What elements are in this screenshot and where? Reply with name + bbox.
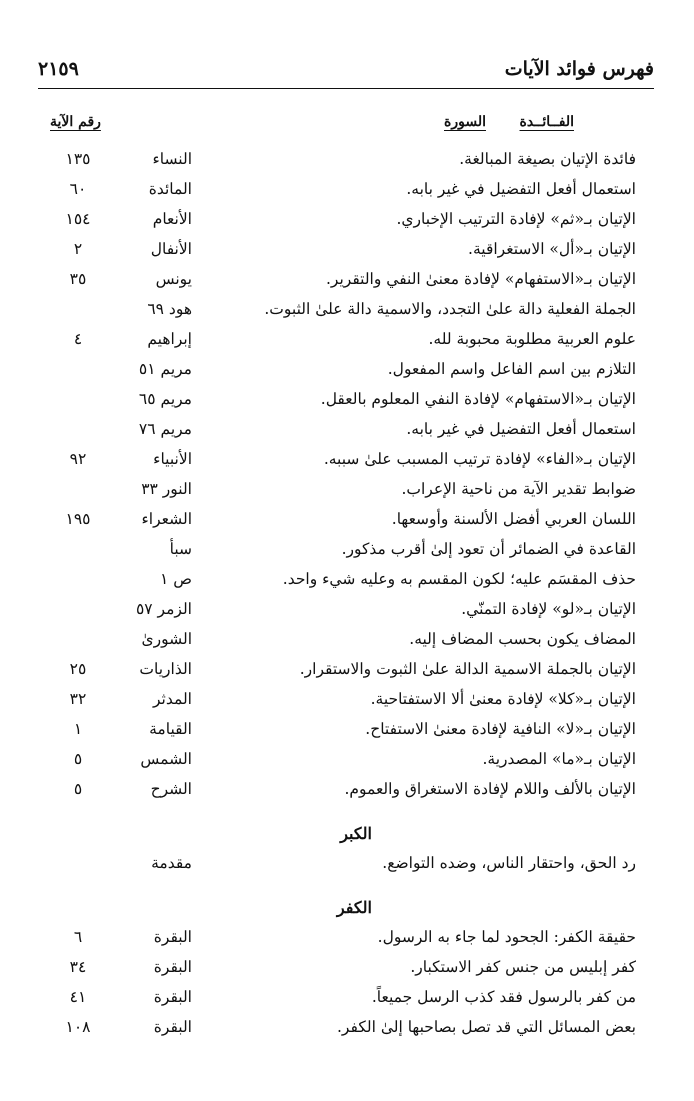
- surah-name: البقرة: [153, 988, 192, 1006]
- benefit-text: استعمال أفعل التفضيل في غير بابه.: [406, 420, 636, 438]
- surah-name: يونس: [155, 270, 192, 288]
- index-row: [0, 776, 694, 806]
- ayah-number: ٣٤: [69, 958, 87, 976]
- surah-name: الشمس: [140, 750, 192, 768]
- ayah-number: ١٩٥: [65, 510, 91, 528]
- index-row: [0, 924, 694, 954]
- running-title: فهرس فوائد الآيات: [504, 58, 654, 80]
- ayah-number: ١٣٥: [65, 150, 91, 168]
- index-row: [0, 506, 694, 536]
- index-row: [0, 850, 694, 880]
- index-row: [0, 656, 694, 686]
- ayah-number: ٣٢: [69, 690, 87, 708]
- ayah-number: ٦: [73, 928, 83, 946]
- index-row: [0, 356, 694, 386]
- benefit-text: الإتيان بـ«الاستفهام» لإفادة النفي المعلوم بالعقل.: [320, 390, 636, 408]
- surah-name: الأنفال: [150, 240, 192, 258]
- benefit-text: كفر إبليس من جنس كفر الاستكبار.: [410, 958, 636, 976]
- surah-name: القيامة: [149, 720, 192, 738]
- surah-name: الشرح: [150, 780, 192, 798]
- benefit-text: الإتيان بـ«أل» الاستغراقية.: [468, 240, 636, 258]
- surah-name: ص ١: [160, 570, 192, 588]
- benefit-text: رد الحق، واحتقار الناس، وضده التواضع.: [382, 854, 636, 872]
- surah-name: البقرة: [153, 928, 192, 946]
- surah-name: سبأ: [169, 540, 192, 558]
- index-row: [0, 446, 694, 476]
- ayah-number: ٩٢: [69, 450, 87, 468]
- section-spacer: [0, 880, 694, 892]
- benefit-text: القاعدة في الضمائر أن تعود إلىٰ أقرب مذكور.: [341, 540, 636, 558]
- index-row: [0, 476, 694, 506]
- benefit-text: المضاف يكون بحسب المضاف إليه.: [409, 630, 636, 648]
- section-title: [0, 892, 694, 924]
- benefit-text: فائدة الإتيان بصيغة المبالغة.: [459, 150, 636, 168]
- benefit-text: الإتيان بـ«الاستفهام» لإفادة معنىٰ النفي والتقرير.: [325, 270, 636, 288]
- surah-name: النور ٣٣: [141, 480, 192, 498]
- surah-name: مقدمة: [151, 854, 192, 872]
- index-row: [0, 326, 694, 356]
- benefit-text: ضوابط تقدير الآية من ناحية الإعراب.: [401, 480, 636, 498]
- benefit-text: الإتيان بـ«ثم» لإفادة الترتيب الإخباري.: [396, 210, 636, 228]
- column-header-surah: السورة: [444, 114, 486, 130]
- index-row: [0, 536, 694, 566]
- ayah-number: ١٠٨: [65, 1018, 91, 1036]
- section-title: [0, 818, 694, 850]
- index-row: [0, 146, 694, 176]
- column-header-benefit: الفــائــدة: [519, 114, 574, 130]
- ayah-number: ١٥٤: [65, 210, 91, 228]
- ayah-number: ٤: [73, 330, 83, 348]
- surah-name: مريم ٦٥: [138, 390, 192, 408]
- surah-name: الزمر ٥٧: [135, 600, 192, 618]
- benefit-text: علوم العربية مطلوبة محبوبة لله.: [428, 330, 636, 348]
- index-row: [0, 984, 694, 1014]
- benefit-text: الإتيان بالجملة الاسمية الدالة علىٰ الثبوت والاستقرار.: [299, 660, 636, 678]
- ayah-number: ٢: [73, 240, 83, 258]
- index-row: [0, 596, 694, 626]
- benefit-text: اللسان العربي أفضل الألسنة وأوسعها.: [391, 510, 636, 528]
- surah-name: مريم ٧٦: [138, 420, 192, 438]
- page-number: ٢١٥٩: [38, 58, 79, 80]
- surah-name: هود ٦٩: [147, 300, 192, 318]
- benefit-text: من كفر بالرسول فقد كذب الرسل جميعاً.: [371, 988, 636, 1006]
- surah-name: المائدة: [148, 180, 192, 198]
- benefit-text: حقيقة الكفر: الجحود لما جاء به الرسول.: [377, 928, 636, 946]
- surah-name: المدثر: [153, 690, 192, 708]
- benefit-text: التلازم بين اسم الفاعل واسم المفعول.: [387, 360, 636, 378]
- surah-name: الذاريات: [139, 660, 192, 678]
- column-header-ayah: رقم الآية: [50, 114, 101, 130]
- section-title-text: الكبر: [340, 824, 372, 843]
- surah-name: النساء: [152, 150, 192, 168]
- ayah-number: ٥: [73, 780, 83, 798]
- ayah-number: ٤١: [69, 988, 87, 1006]
- index-row: [0, 746, 694, 776]
- index-row: [0, 266, 694, 296]
- benefit-text: بعض المسائل التي قد تصل بصاحبها إلىٰ الكفر.: [337, 1018, 636, 1036]
- surah-name: البقرة: [153, 958, 192, 976]
- benefit-text: الإتيان بـ«لو» لإفادة التمنّي.: [461, 600, 636, 618]
- ayah-number: ٣٥: [69, 270, 87, 288]
- ayah-number: ٥: [73, 750, 83, 768]
- index-row: [0, 236, 694, 266]
- index-row: [0, 1014, 694, 1044]
- surah-name: مريم ٥١: [138, 360, 192, 378]
- surah-name: الشورىٰ: [141, 630, 192, 648]
- section-title-text: الكفر: [336, 898, 372, 917]
- index-entries: [0, 146, 694, 1044]
- index-row: [0, 626, 694, 656]
- index-row: [0, 416, 694, 446]
- index-row: [0, 954, 694, 984]
- surah-name: الأنعام: [152, 210, 192, 228]
- benefit-text: الإتيان بـ«كلا» لإفادة معنىٰ ألا الاستفتاحية.: [370, 690, 636, 708]
- benefit-text: استعمال أفعل التفضيل في غير بابه.: [406, 180, 636, 198]
- ayah-number: ١: [73, 720, 83, 738]
- section-spacer: [0, 806, 694, 818]
- benefit-text: الإتيان بـ«الفاء» لإفادة ترتيب المسبب علىٰ سببه.: [323, 450, 636, 468]
- ayah-number: ٦٠: [69, 180, 87, 198]
- benefit-text: الإتيان بالألف واللام لإفادة الاستغراق والعموم.: [344, 780, 636, 798]
- index-row: [0, 566, 694, 596]
- index-row: [0, 386, 694, 416]
- index-row: [0, 206, 694, 236]
- index-row: [0, 686, 694, 716]
- surah-name: الأنبياء: [153, 450, 192, 468]
- page-header: [38, 58, 654, 89]
- index-row: [0, 716, 694, 746]
- index-row: [0, 176, 694, 206]
- surah-name: الشعراء: [141, 510, 192, 528]
- surah-name: إبراهيم: [147, 330, 192, 348]
- benefit-text: الإتيان بـ«ما» المصدرية.: [482, 750, 636, 768]
- ayah-number: ٢٥: [69, 660, 87, 678]
- benefit-text: حذف المقسَم عليه؛ لكون المقسم به وعليه شيء واحد.: [282, 570, 636, 588]
- benefit-text: الجملة الفعلية دالة علىٰ التجدد، والاسمية دالة علىٰ الثبوت.: [264, 300, 636, 318]
- index-row: [0, 296, 694, 326]
- benefit-text: الإتيان بـ«لا» النافية لإفادة معنىٰ الاستفتاح.: [365, 720, 636, 738]
- surah-name: البقرة: [153, 1018, 192, 1036]
